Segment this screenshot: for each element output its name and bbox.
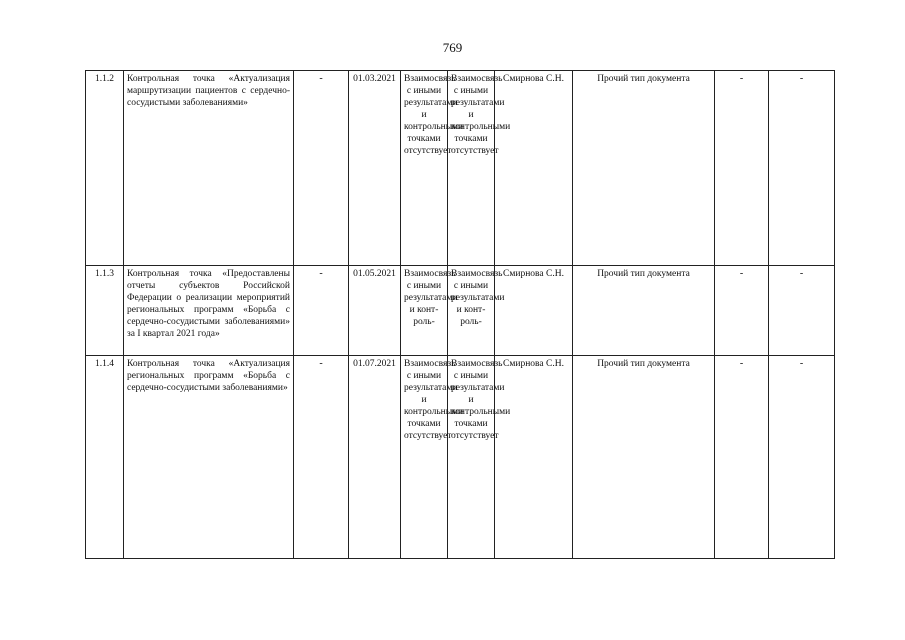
control-points-table [85, 70, 835, 559]
link-successors: Взаимосвязь с иными результатами и контрольными точками отсутствует [448, 356, 495, 559]
empty-cell: - [715, 71, 769, 266]
table-row [86, 356, 835, 559]
document-type: Прочий тип документа [573, 71, 715, 266]
empty-cell: - [715, 266, 769, 356]
link-predecessors: Взаимосвязь с иными результатами и контрольными точками отсутствует [401, 71, 448, 266]
empty-cell: - [294, 266, 349, 356]
page-number: 769 [442, 40, 463, 55]
link-successors: Взаимосвязь с иными результатами и контрольными точками отсутствует [448, 71, 495, 266]
document-type: Прочий тип документа [573, 356, 715, 559]
due-date: 01.03.2021 [349, 71, 401, 266]
table-row [86, 266, 835, 356]
empty-cell: - [769, 356, 835, 559]
control-point-name: Контрольная точка «Актуализация региональных программ «Борьба с сердечно-сосудистыми заболеваниями» [124, 356, 294, 559]
responsible-person: Смирнова С.Н. [495, 71, 573, 266]
control-point-name: Контрольная точка «Актуализация маршрутизации пациентов с сердечно-сосудистыми заболеваниями» [124, 71, 294, 266]
responsible-person: Смирнова С.Н. [495, 356, 573, 559]
empty-cell: - [294, 356, 349, 559]
due-date: 01.07.2021 [349, 356, 401, 559]
link-successors: Взаимосвязь с иными результатами и контроль- [448, 266, 495, 356]
row-number: 1.1.2 [86, 71, 124, 266]
control-point-name: Контрольная точка «Предоставлены отчеты субъектов Российской Федерации о реализации мероприятий региональных программ «Борьба с сердечно-сосудистыми заболеваниями» за I квартал 2021 года» [124, 266, 294, 356]
row-number: 1.1.4 [86, 356, 124, 559]
row-number: 1.1.3 [86, 266, 124, 356]
link-predecessors: Взаимосвязь с иными результатами и контрольными точками отсутствует [401, 356, 448, 559]
table-row [86, 71, 835, 266]
document-type: Прочий тип документа [573, 266, 715, 356]
empty-cell: - [715, 356, 769, 559]
empty-cell: - [294, 71, 349, 266]
link-predecessors: Взаимосвязь с иными результатами и контроль- [401, 266, 448, 356]
due-date: 01.05.2021 [349, 266, 401, 356]
empty-cell: - [769, 266, 835, 356]
empty-cell: - [769, 71, 835, 266]
responsible-person: Смирнова С.Н. [495, 266, 573, 356]
